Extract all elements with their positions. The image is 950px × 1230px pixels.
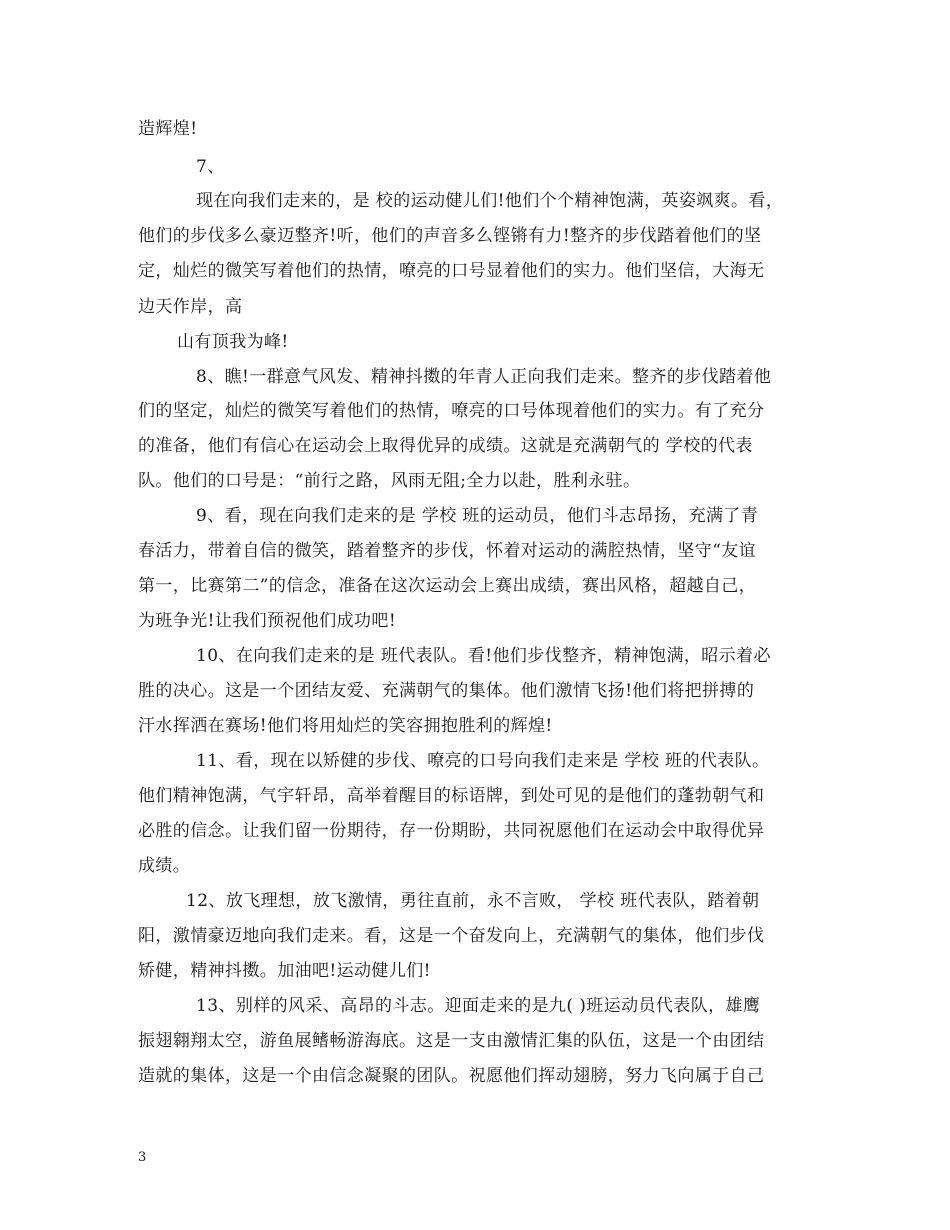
text-line: 9、看，现在向我们走来的是 学校 班的运动员，他们斗志昂扬，充满了青 bbox=[196, 506, 759, 526]
text-line: 10、在向我们走来的是 班代表队。看!他们步伐整齐，精神饱满，昭示着必 bbox=[196, 646, 771, 666]
text-line: 造就的集体，这是一个由信念凝聚的团队。祝愿他们挥动翅膀，努力飞向属于自己 bbox=[138, 1066, 765, 1086]
text-line: 12、放飞理想，放飞激情，勇往直前，永不言败， 学校 班代表队，踏着朝 bbox=[186, 891, 760, 911]
text-line: 他们精神饱满，气宇轩昂，高举着醒目的标语牌，到处可见的是他们的蓬勃朝气和 bbox=[138, 786, 765, 806]
text-line: 振翅翱翔太空，游鱼展鳍畅游海底。这是一支由激情汇集的队伍，这是一个由团结 bbox=[138, 1031, 765, 1051]
text-line: 必胜的信念。让我们留一份期待，存一份期盼，共同祝愿他们在运动会中取得优异 bbox=[138, 821, 765, 841]
text-line: 山有顶我为峰! bbox=[177, 332, 289, 352]
text-line: 11、看，现在以矫健的步伐、嘹亮的口号向我们走来是 学校 班的代表队。 bbox=[196, 751, 770, 771]
text-line: 队。他们的口号是：“前行之路，风雨无阻;全力以赴，胜利永驻。 bbox=[138, 471, 641, 491]
page-number: 3 bbox=[138, 1150, 147, 1165]
text-line: 7、 bbox=[196, 157, 225, 177]
text-line: 边天作岸，高 bbox=[138, 297, 243, 317]
text-line: 的准备，他们有信心在运动会上取得优异的成绩。这就是充满朝气的 学校的代表 bbox=[138, 436, 753, 456]
text-line: 他们的步伐多么豪迈整齐!听，他们的声音多么铿锵有力!整齐的步伐踏着他们的坚 bbox=[138, 226, 762, 246]
text-line: 阳，激情豪迈地向我们走来。看，这是一个奋发向上，充满朝气的集体，他们步伐 bbox=[138, 926, 765, 946]
text-line: 矫健，精神抖擞。加油吧!运动健儿们! bbox=[138, 961, 431, 981]
text-line: 春活力，带着自信的微笑，踏着整齐的步伐，怀着对运动的满腔热情，坚守“友谊 bbox=[138, 541, 757, 561]
text-line: 造辉煌! bbox=[138, 119, 198, 139]
text-line: 汗水挥洒在赛场!他们将用灿烂的笑容拥抱胜利的辉煌! bbox=[138, 716, 553, 736]
text-line: 8、瞧!一群意气风发、精神抖擞的年青人正向我们走来。整齐的步伐踏着他 bbox=[196, 367, 772, 387]
text-line: 胜的决心。这是一个团结友爱、充满朝气的集体。他们激情飞扬!他们将把拼搏的 bbox=[138, 681, 755, 701]
text-line: 现在向我们走来的，是 校的运动健儿们!他们个个精神饱满，英姿飒爽。看， bbox=[196, 191, 784, 211]
text-line: 为班争光!让我们预祝他们成功吧! bbox=[138, 611, 397, 631]
text-line: 们的坚定，灿烂的微笑写着他们的热情，嘹亮的口号体现着他们的实力。有了充分 bbox=[138, 401, 765, 421]
text-line: 成绩。 bbox=[138, 856, 191, 876]
text-line: 第一，比赛第二”的信念，准备在这次运动会上赛出成绩，赛出风格，超越自己， bbox=[138, 576, 757, 596]
text-line: 13、别样的风采、高昂的斗志。迎面走来的是九( )班运动员代表队，雄鹰 bbox=[196, 996, 761, 1016]
text-line: 定，灿烂的微笑写着他们的热情，嘹亮的口号显着他们的实力。他们坚信，大海无 bbox=[138, 261, 765, 281]
